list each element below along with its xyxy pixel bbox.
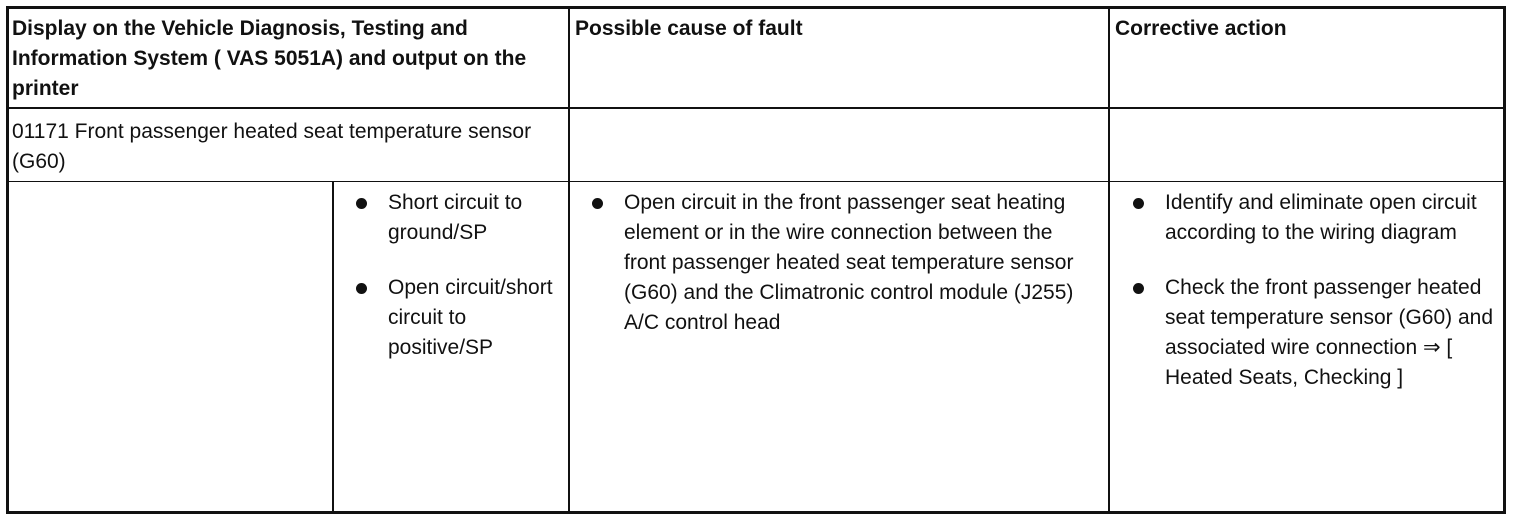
bullet-icon <box>592 198 603 209</box>
header-display-text: Display on the Vehicle Diagnosis, Testing and Information System ( VAS 5051A) and output on the printer <box>12 17 527 100</box>
fault-table <box>6 6 1506 514</box>
header-cause-text: Possible cause of fault <box>575 17 803 40</box>
action-cell <box>1133 188 1497 418</box>
bullet-icon <box>1133 198 1144 209</box>
cause-list <box>592 188 1092 338</box>
bullet-icon <box>1133 283 1144 294</box>
row-divider <box>9 181 1503 182</box>
fault-code-text: 01171 Front passenger heated seat temperature sensor (G60) <box>12 120 532 173</box>
list-item <box>592 188 1092 338</box>
fault-type-text: Open circuit/short circuit to positive/SP <box>388 276 553 359</box>
fault-type-cell <box>356 188 566 388</box>
action-text: Identify and eliminate open circuit according to the wiring diagram <box>1165 191 1477 244</box>
bullet-icon <box>356 283 367 294</box>
header-action <box>1115 14 1501 44</box>
fault-type-text: Short circuit to ground/SP <box>388 191 523 244</box>
list-item <box>356 273 566 363</box>
bullet-icon <box>356 198 367 209</box>
action-text: Check the front passenger heated seat temperature sensor (G60) and associated wire connection ⇒ [ Heated Seats, Checking ] <box>1165 276 1494 389</box>
header-action-text: Corrective action <box>1115 17 1287 40</box>
fault-type-list <box>356 188 566 363</box>
column-divider <box>1108 9 1110 511</box>
action-list <box>1133 188 1497 393</box>
cause-text: Open circuit in the front passenger seat heating element or in the wire connection between the front passenger heated seat temperature sensor (G60) and the Climatronic control module (J255) A/C control head <box>624 191 1074 334</box>
column-divider <box>568 9 570 511</box>
header-cause <box>575 14 1105 44</box>
column-divider <box>332 181 334 511</box>
row-divider <box>9 107 1503 109</box>
list-item <box>1133 273 1497 393</box>
fault-code-cell <box>12 117 566 177</box>
list-item <box>1133 188 1497 248</box>
list-item <box>356 188 566 248</box>
cause-cell <box>592 188 1092 363</box>
header-display <box>12 14 566 104</box>
